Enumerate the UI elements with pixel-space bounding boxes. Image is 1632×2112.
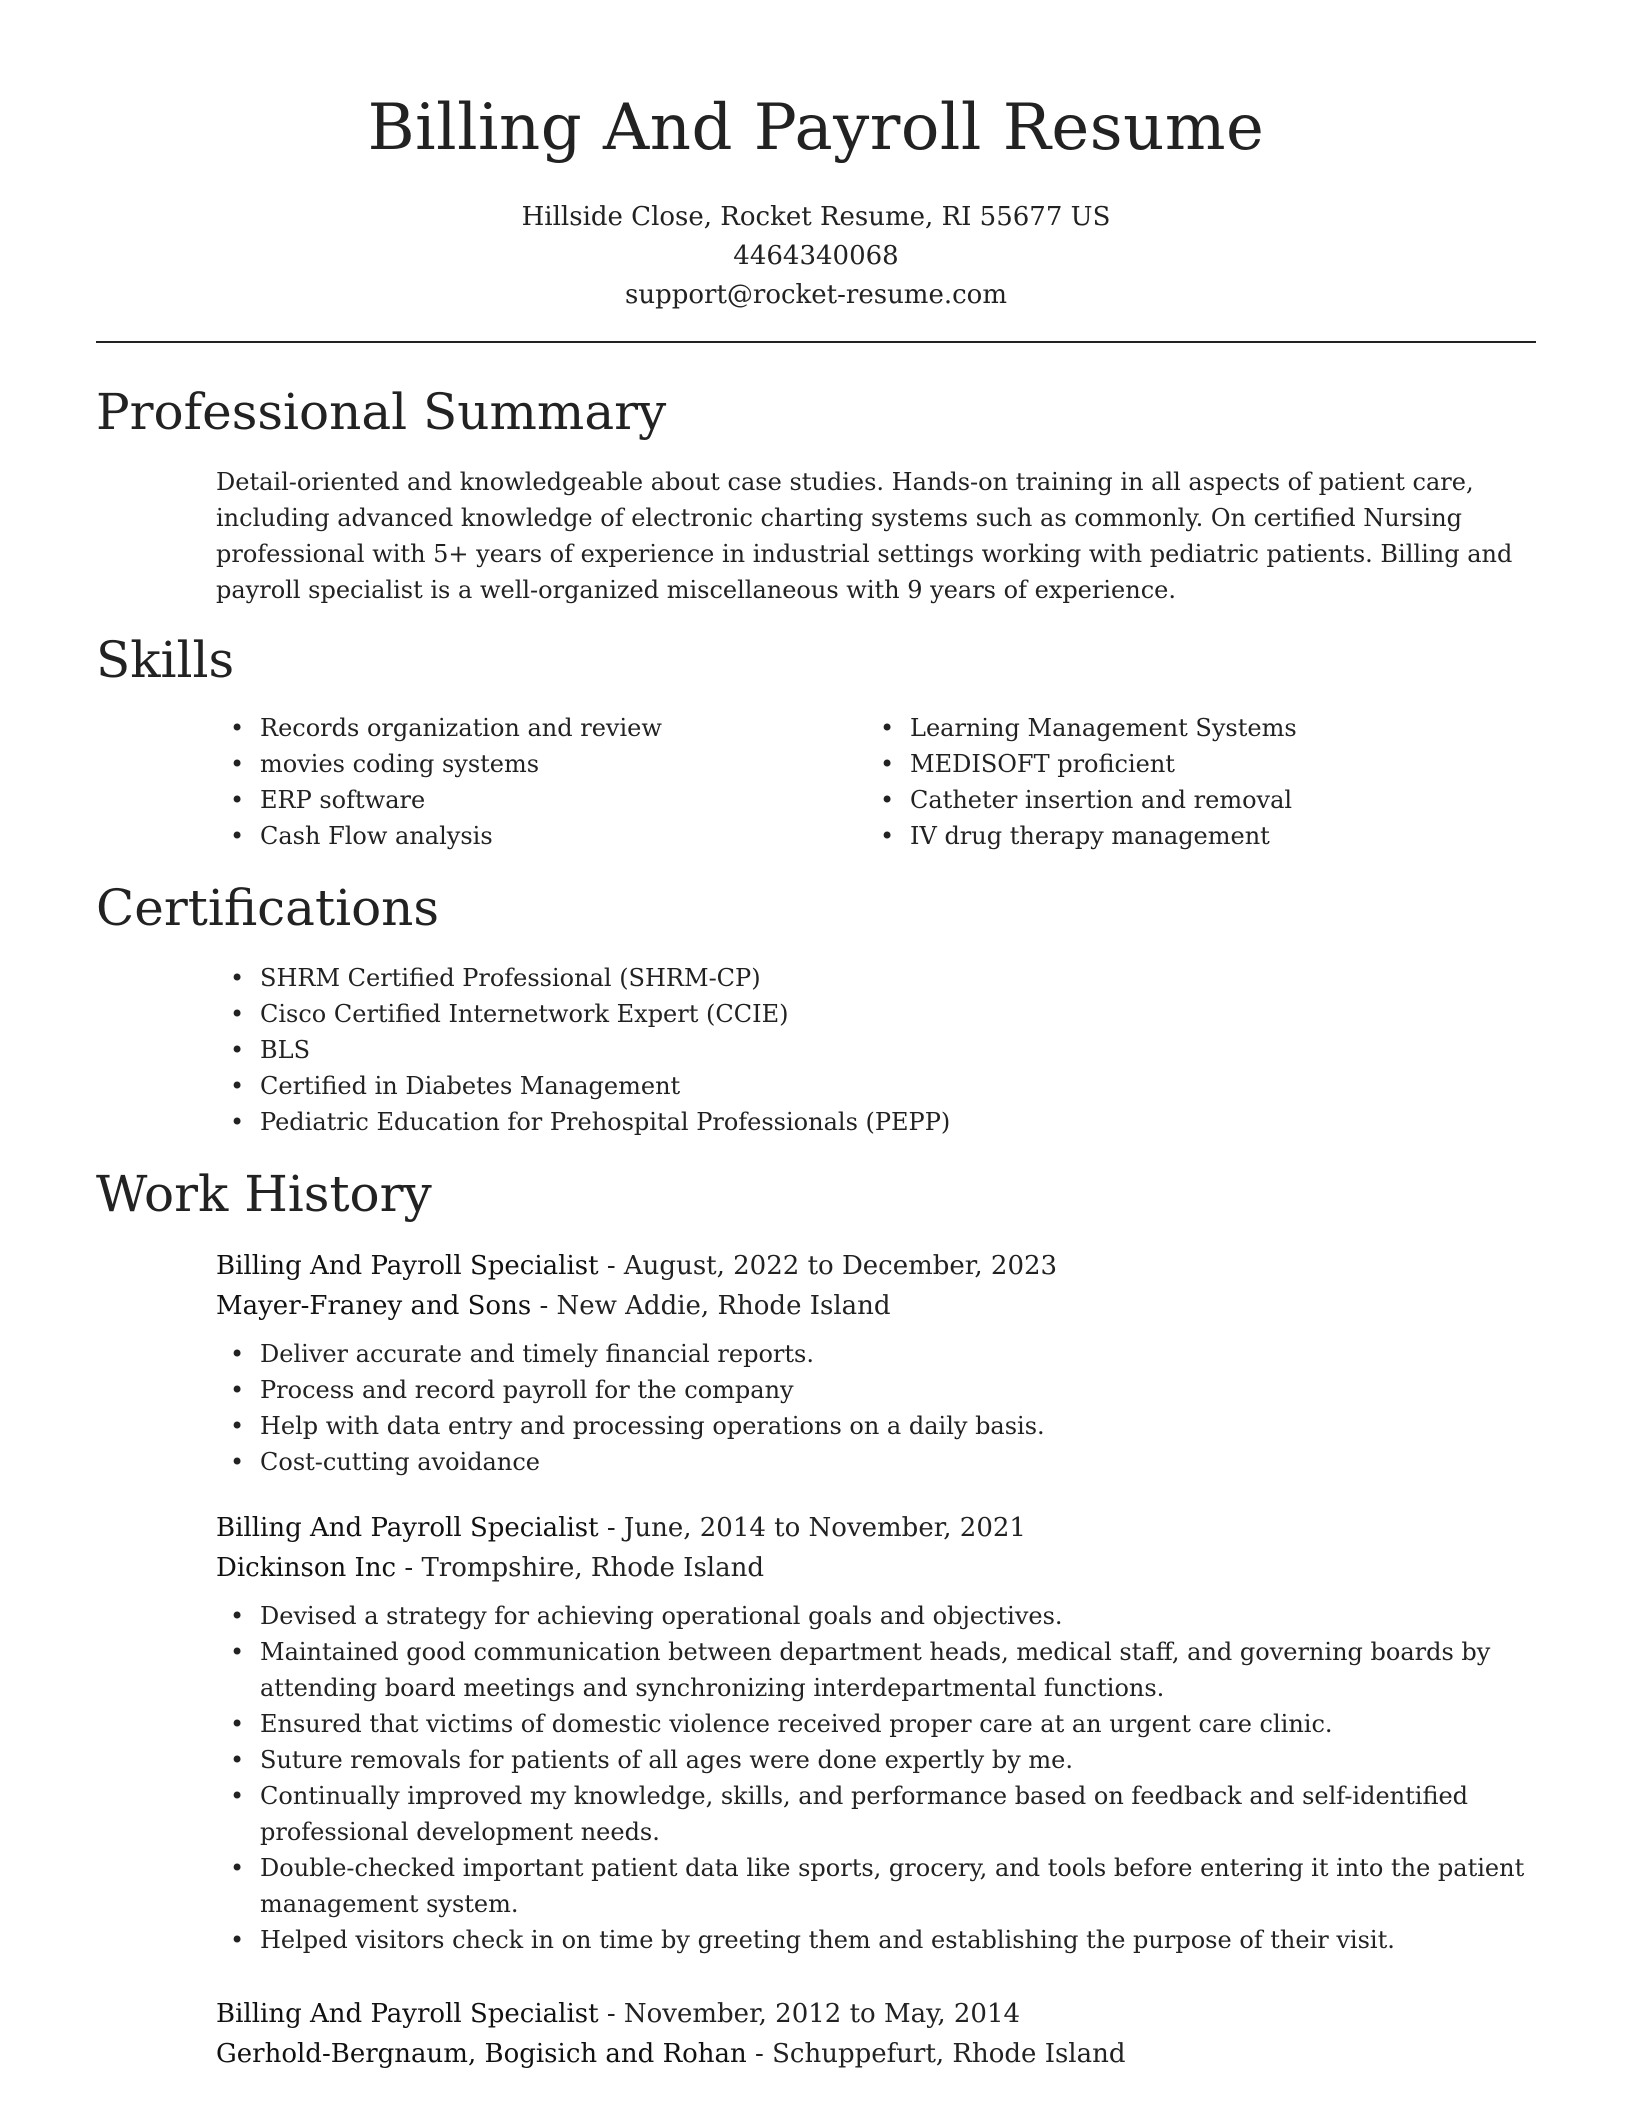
job-title-line (216, 1508, 1536, 1548)
job-company: Mayer-Franey and Sons (216, 1291, 532, 1321)
job-dates: - June, 2014 to November, 2021 (598, 1513, 1026, 1543)
contact-address: Hillside Close, Rocket Resume, RI 55677 US (521, 202, 1111, 232)
job-duty: • Help with data entry and processing operations on a daily basis. (260, 1408, 1536, 1444)
work-history-section (96, 1164, 1536, 2074)
job-duty: • Deliver accurate and timely financial reports. (260, 1336, 1536, 1372)
job-company-line (216, 2034, 1536, 2074)
certifications-heading: Certifications (96, 879, 440, 937)
certification-item: • Cisco Certified Internetwork Expert (CCIE) (260, 996, 1536, 1032)
skills-list-left (260, 710, 910, 854)
job-duty: • Process and record payroll for the company (260, 1372, 1536, 1408)
job-role: Billing And Payroll Specialist (216, 1513, 599, 1543)
skill-item: • Cash Flow analysis (260, 818, 910, 854)
job-duty: • Helped visitors check in on time by greeting them and establishing the purpose of their visit. (260, 1922, 1536, 1958)
job-role: Billing And Payroll Specialist (216, 1999, 599, 2029)
skills-heading: Skills (96, 631, 235, 689)
certifications-section (96, 878, 1536, 1140)
skill-item: • IV drug therapy management (910, 818, 1510, 854)
job-entry (216, 1246, 1536, 1480)
contact-block (0, 198, 1632, 315)
job-duty: • Maintained good communication between department heads, medical staff, and governing boards by attending board meetings and synchronizing interdepartmental functions. (260, 1634, 1536, 1706)
certification-item: • BLS (260, 1032, 1536, 1068)
job-entry (216, 1994, 1536, 2074)
skill-item: • ERP software (260, 782, 910, 818)
job-role: Billing And Payroll Specialist (216, 1251, 599, 1281)
job-title-line (216, 1246, 1536, 1286)
job-location: - Schuppefurt, Rhode Island (746, 2039, 1126, 2069)
job-duty: • Continually improved my knowledge, skills, and performance based on feedback and self-identified professional development needs. (260, 1778, 1536, 1850)
job-dates: - August, 2022 to December, 2023 (598, 1251, 1058, 1281)
skill-item: • Records organization and review (260, 710, 910, 746)
certifications-list (260, 960, 1536, 1140)
job-location: - New Addie, Rhode Island (531, 1291, 891, 1321)
skill-item: • Learning Management Systems (910, 710, 1510, 746)
job-dates: - November, 2012 to May, 2014 (598, 1999, 1021, 2029)
certification-item: • Pediatric Education for Prehospital Professionals (PEPP) (260, 1104, 1536, 1140)
job-company: Gerhold-Bergnaum, Bogisich and Rohan (216, 2039, 747, 2069)
resume-title: Billing And Payroll Resume (367, 91, 1265, 165)
work-history-heading: Work History (96, 1165, 432, 1223)
job-duty: • Ensured that victims of domestic violence received proper care at an urgent care clinic. (260, 1706, 1536, 1742)
skills-columns (96, 710, 1536, 854)
skill-item: • Catheter insertion and removal (910, 782, 1510, 818)
job-duty: • Cost-cutting avoidance (260, 1444, 1536, 1480)
skill-item: • MEDISOFT proficient (910, 746, 1510, 782)
summary-text: Detail-oriented and knowledgeable about case studies. Hands-on training in all aspects of patient care, including advanced knowledge of electronic charting systems such as commonly. On certified Nursing professional with 5+ years of experience in industrial settings working with pediatric patients. Billing and payroll specialist is a well-organized miscellaneous with 9 years of experience. (216, 468, 1513, 604)
job-duties-list (260, 1336, 1536, 1480)
certification-item: • SHRM Certified Professional (SHRM-CP) (260, 960, 1536, 996)
job-duty: • Devised a strategy for achieving operational goals and objectives. (260, 1598, 1536, 1634)
job-duties-list (260, 1598, 1536, 1958)
certification-item: • Certified in Diabetes Management (260, 1068, 1536, 1104)
summary-section (96, 382, 1536, 608)
skills-list-right (910, 710, 1510, 854)
job-duty: • Suture removals for patients of all ages were done expertly by me. (260, 1742, 1536, 1778)
header-divider (96, 341, 1536, 343)
contact-email: support@rocket-resume.com (624, 280, 1007, 310)
job-company: Dickinson Inc (216, 1553, 397, 1583)
job-company-line (216, 1286, 1536, 1326)
job-entry (216, 1508, 1536, 1958)
skills-section (96, 630, 1536, 854)
job-company-line (216, 1548, 1536, 1588)
contact-phone: 4464340068 (733, 241, 899, 271)
job-duty: • Double-checked important patient data like sports, grocery, and tools before entering it into the patient management system. (260, 1850, 1536, 1922)
skill-item: • movies coding systems (260, 746, 910, 782)
summary-heading: Professional Summary (96, 383, 667, 441)
job-title-line (216, 1994, 1536, 2034)
resume-header (0, 0, 1632, 315)
job-location: - Trompshire, Rhode Island (396, 1553, 764, 1583)
